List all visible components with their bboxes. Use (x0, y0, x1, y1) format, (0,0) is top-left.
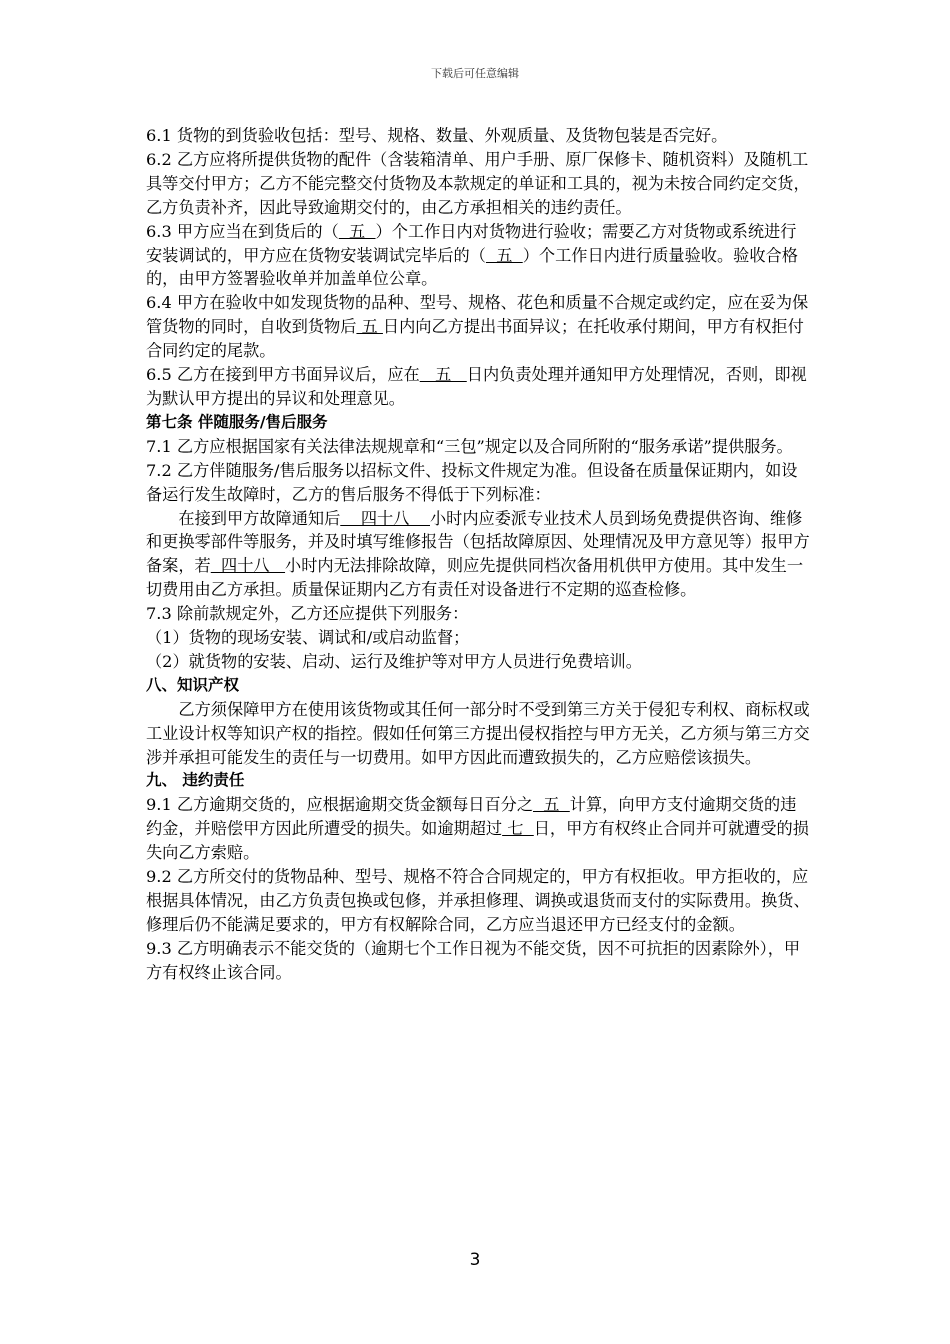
clause-6-3-text-b: ）个工作日内对货物进行验收；需要乙方对货物或系统进行安装调试的，甲方应在货物安装调试完毕后的（ (146, 221, 797, 265)
clause-6-3-text-a: 6.3 甲方应当在到货后的（ (146, 221, 339, 241)
blank-days-1: 五 (338, 221, 376, 241)
clause-9-1 (146, 793, 811, 865)
blank-days: 七 (502, 819, 534, 839)
blank-hours-2: 四十八 (210, 556, 286, 576)
section-heading-9: 九、 违约责任 (146, 771, 245, 790)
clause-7-3: 7.3 除前款规定外，乙方还应提供下列服务： (146, 604, 469, 624)
clause-9-1-text-a: 9.1 乙方逾期交货的，应根据逾期交货金额每日百分之 (146, 795, 534, 815)
clause-6-5 (146, 363, 811, 411)
clause-7-2-standard (146, 507, 811, 603)
section-heading-8: 八、知识产权 (146, 675, 240, 694)
clause-6-3-text-c: ）个工作日内进行质量验收。验收合格的，由甲方签署验收单并加盖单位公章。 (146, 245, 798, 289)
clause-7-2-text-b: 小时内应委派专业技术人员到场免费提供咨询、维修和更换零部件等服务，并及时填写维修报告（包括故障原因、处理情况及甲方意见等）报甲方备案，若 (146, 508, 810, 576)
clause-9-1-text-b: 计算，向甲方支付逾期交货的违约金，并赔偿甲方因此所遭受的损失。如逾期超过 (146, 795, 797, 839)
clause-6-5-text-a: 6.5 乙方在接到甲方书面异议后，应在 (146, 365, 420, 385)
blank-percent: 五 (533, 795, 570, 815)
clause-7-2-text-c: 小时内无法排除故障，则应先提供同档次备用机供甲方使用。其中发生一切费用由乙方承担。质量保证期内乙方有责任对设备进行不定期的巡查检修。 (146, 556, 804, 600)
clause-9-1-text-c: 日，甲方有权终止合同并可就遭受的损失向乙方索赔。 (146, 819, 809, 863)
clause-7-3-item-1: （1）货物的现场安装、调试和/或启动监督； (146, 628, 470, 648)
page-header: 下载后可任意编辑 (431, 67, 519, 80)
clause-7-2: 7.2 乙方伴随服务/售后服务以招标文件、投标文件规定为准。但设备在质量保证期内，如设备运行发生故障时，乙方的售后服务不得低于下列标准： (146, 460, 798, 504)
clause-6-3 (146, 220, 811, 292)
clause-8: 乙方须保障甲方在使用该货物或其任何一部分时不受到第三方关于侵犯专利权、商标权或工业设计权等知识产权的指控。假如任何第三方提出侵权指控与甲方无关，乙方须与第三方交涉并承担可能发生的责任与一切费用。如甲方因此而遭致损失的，乙方应赔偿该损失。 (146, 699, 810, 767)
clause-6-4-text-b: 日内向乙方提出书面异议；在托收承付期间，甲方有权拒付合同约定的尾款。 (146, 317, 804, 361)
blank-days: 五 (356, 317, 383, 337)
clause-6-4-text-a: 6.4 甲方在验收中如发现货物的品种、型号、规格、花色和质量不合规定或约定，应在妥为保管货物的同时，自收到货物后 (146, 293, 809, 337)
blank-hours-1: 四十八 (340, 508, 430, 528)
clause-7-3-item-2: （2）就货物的安装、启动、运行及维护等对甲方人员进行免费培训。 (146, 651, 642, 671)
clause-6-4 (146, 291, 811, 363)
clause-6-2: 6.2 乙方应将所提供货物的配件（含装箱清单、用户手册、原厂保修卡、随机资料）及随机工具等交付甲方；乙方不能完整交付货物及本款规定的单证和工具的，视为未按合同约定交货，乙方负责补齐，因此导致逾期交付的，由乙方承担相关的违约责任。 (146, 149, 810, 217)
section-heading-7: 第七条 伴随服务/售后服务 (146, 412, 328, 431)
document-body (146, 124, 811, 985)
clause-6-1: 6.1 货物的到货验收包括：型号、规格、数量、外观质量、及货物包装是否完好。 (146, 126, 728, 145)
clause-6-5-text-b: 日内负责处理并通知甲方处理情况，否则，即视为默认甲方提出的异议和处理意见。 (146, 365, 807, 408)
blank-days: 五 (419, 365, 467, 385)
blank-days-2: 五 (485, 245, 523, 265)
clause-7-2-text-a: 在接到甲方故障通知后 (178, 508, 341, 528)
clause-9-3: 9.3 乙方明确表示不能交货的（逾期七个工作日视为不能交货，因不可抗拒的因素除外），甲方有权终止该合同。 (146, 938, 801, 982)
clause-7-1: 7.1 乙方应根据国家有关法律法规规章和“三包”规定以及合同所附的“服务承诺”提供服务。 (146, 436, 793, 456)
page-number: 3 (469, 1250, 481, 1270)
clause-9-2: 9.2 乙方所交付的货物品种、型号、规格不符合合同规定的，甲方有权拒收。甲方拒收的，应根据具体情况，由乙方负责包换或包修，并承担修理、调换或退货而支付的实际费用。换货、修理后仍不能满足要求的，甲方有权解除合同，乙方应当退还甲方已经支付的金额。 (146, 867, 810, 934)
